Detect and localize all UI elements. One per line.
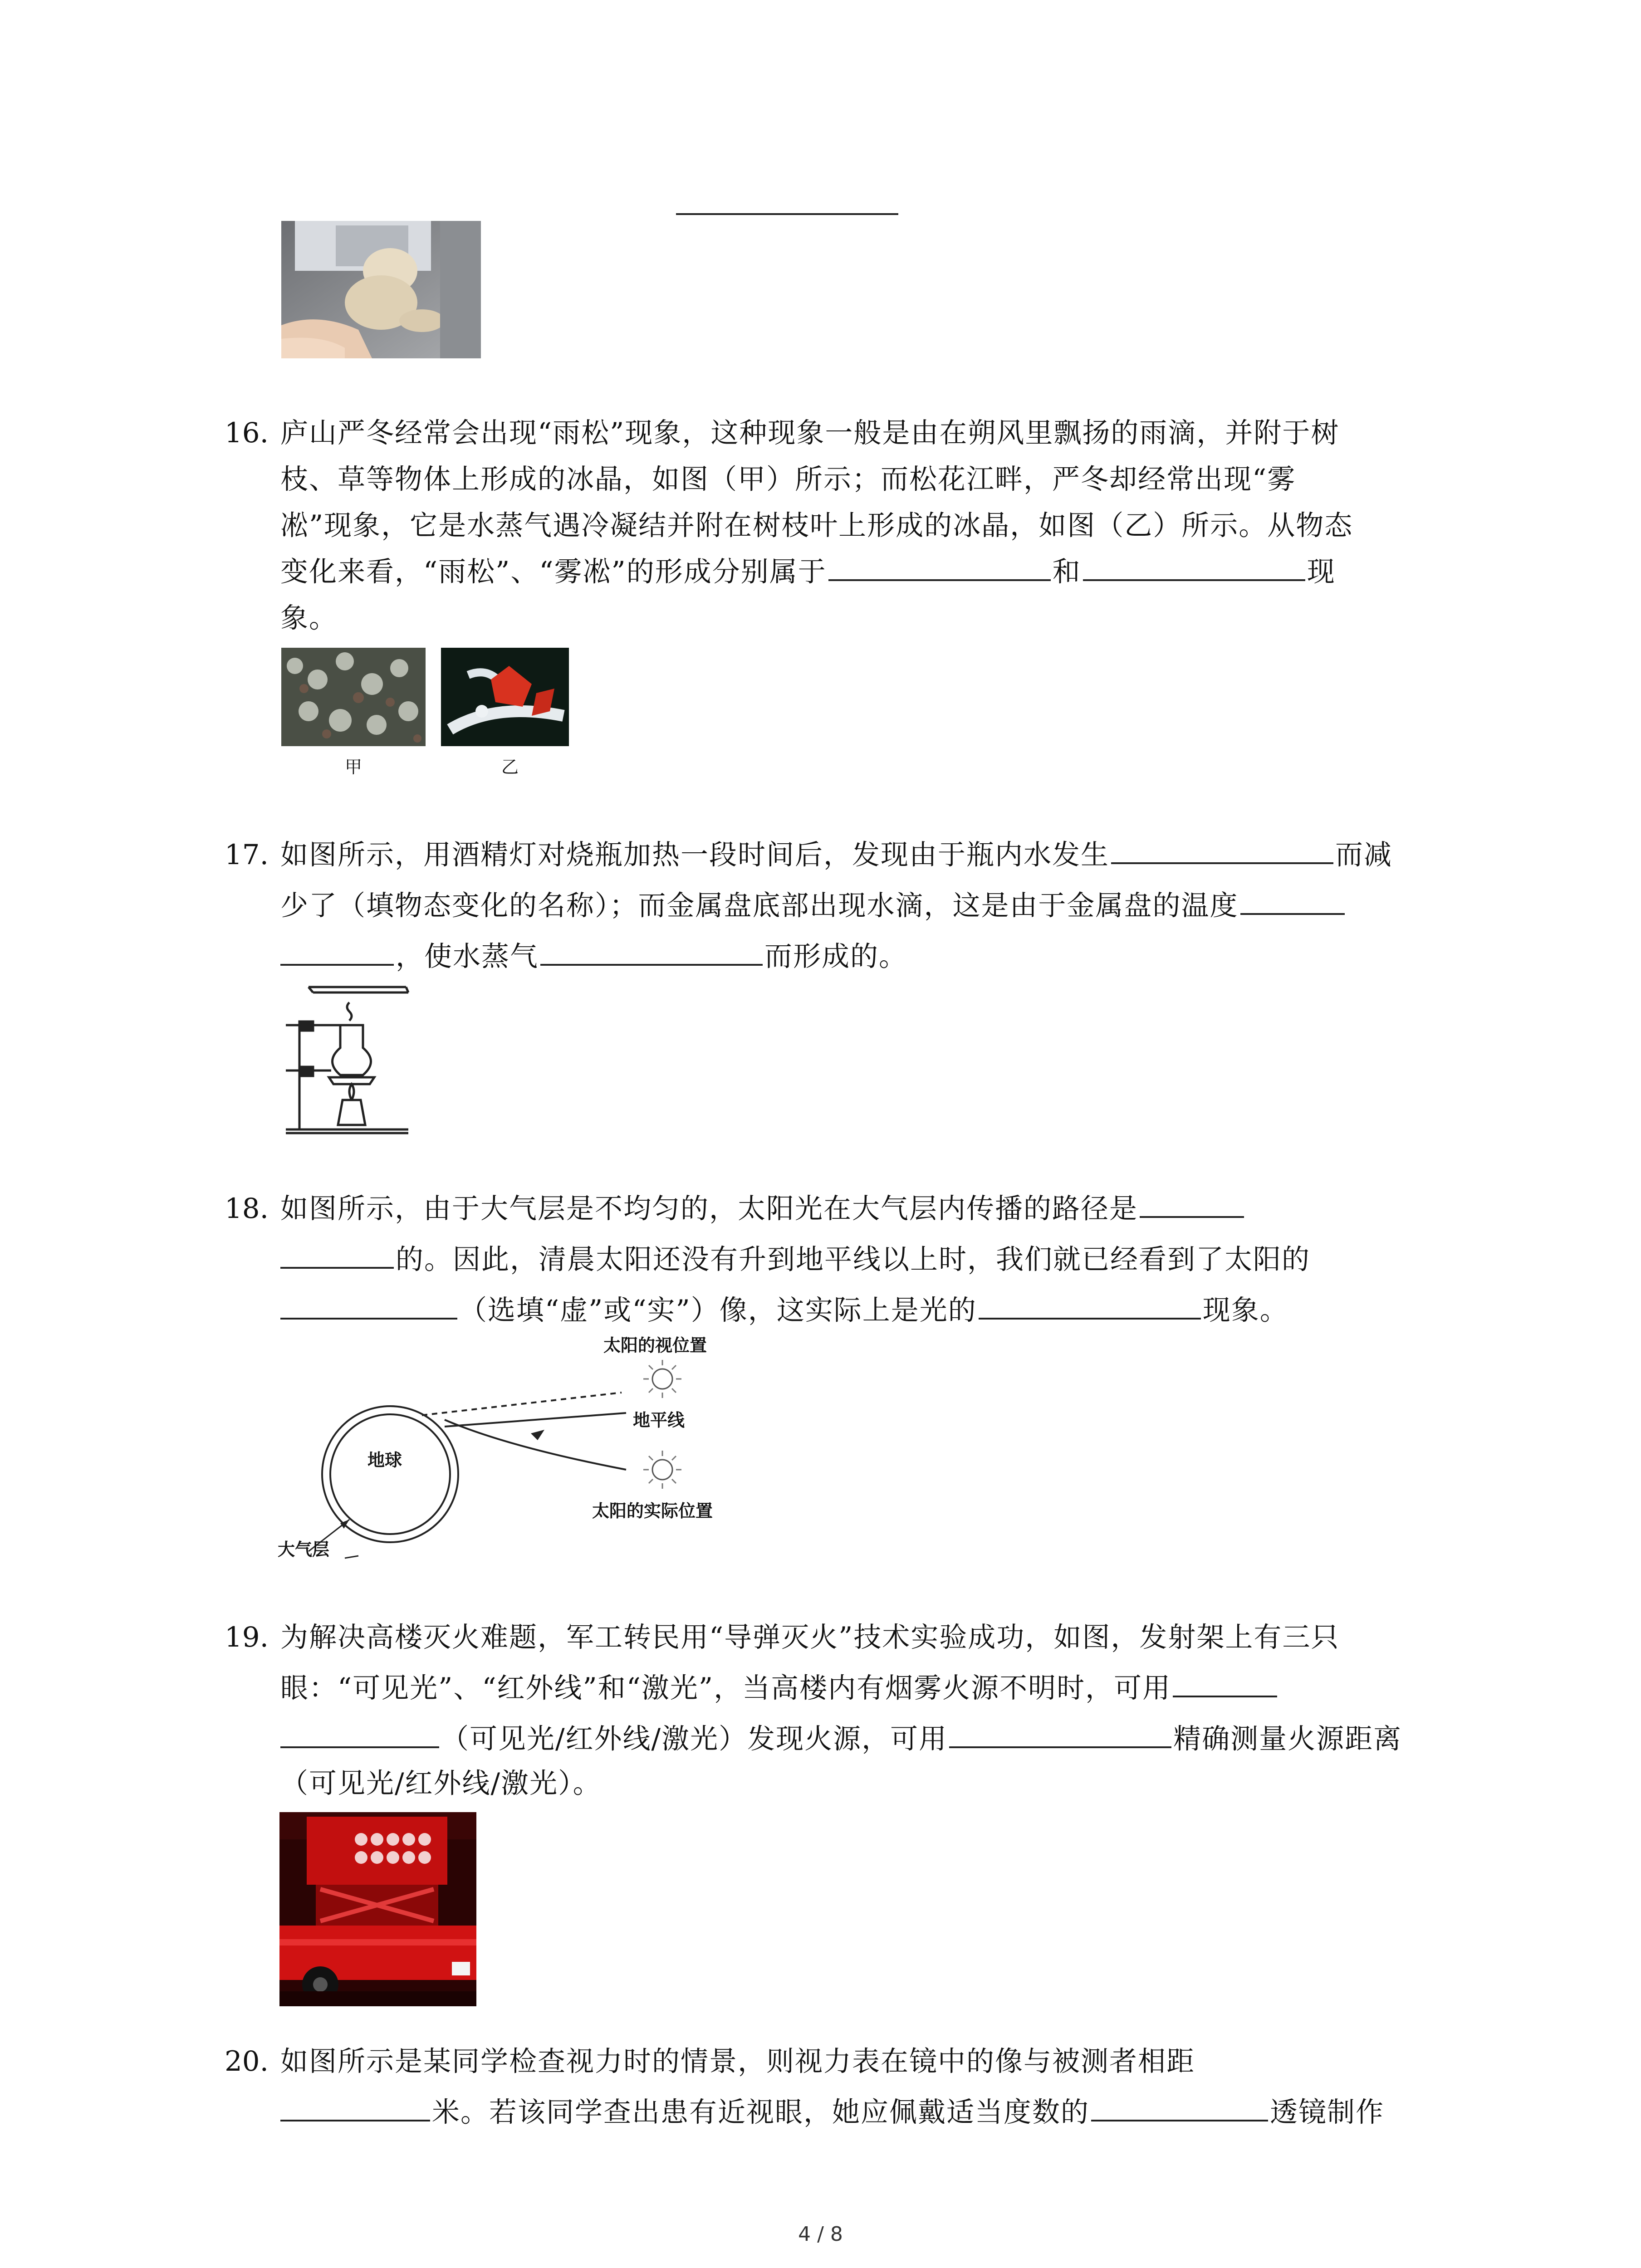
question-16-text: 现 — [1307, 556, 1336, 588]
answer-blank[interactable] — [280, 1239, 394, 1269]
question-17-text: 而减 — [1335, 839, 1393, 871]
figure-rime-leaf-photo — [441, 648, 569, 746]
answer-blank[interactable] — [979, 1290, 1201, 1320]
label-apparent-sun-position: 太阳的视位置 — [603, 1335, 707, 1355]
figure-atmospheric-refraction-diagram — [272, 1329, 771, 1574]
answer-blank[interactable] — [949, 1719, 1171, 1748]
question-19-text: 眼：“可见光”、“红外线”和“激光”，当高楼内有烟雾火源不明时，可用 — [280, 1672, 1171, 1704]
answer-blank[interactable] — [540, 936, 763, 966]
figure-label-jia: 甲 — [345, 757, 362, 777]
question-18-text: 现象。 — [1202, 1294, 1288, 1326]
question-19-line-1: 为解决高楼灭火难题，军工转民用“导弹灭火”技术实验成功，如图，发射架上有三只 — [280, 1621, 1340, 1653]
answer-blank[interactable] — [280, 2092, 430, 2121]
figure-model-photo — [281, 221, 481, 358]
question-16-line-5: 象。 — [280, 602, 338, 634]
question-18-line-2 — [280, 1235, 1310, 1285]
question-18-line-1 — [280, 1184, 1246, 1234]
answer-blank[interactable] — [1083, 552, 1305, 581]
question-20-text: 米。若该同学查出患有近视眼，她应佩戴适当度数的 — [432, 2096, 1090, 2128]
page-number: 4 / 8 — [798, 2223, 843, 2246]
figure-alcohol-lamp-flask — [281, 980, 413, 1136]
label-horizon: 地平线 — [633, 1410, 685, 1430]
earth-surface — [330, 1414, 450, 1534]
question-16-text: 变化来看，“雨松”、“雾凇”的形成分别属于 — [280, 556, 827, 588]
question-17-line-3 — [280, 932, 907, 982]
question-17-number: 17. — [225, 839, 269, 871]
sun-actual-icon — [643, 1451, 681, 1489]
answer-blank[interactable] — [1240, 885, 1345, 915]
question-16-number: 16. — [225, 417, 269, 449]
question-19-number: 19. — [225, 1621, 269, 1653]
answer-blank[interactable] — [1091, 2092, 1268, 2121]
question-17-text: ，使水蒸气 — [396, 940, 539, 973]
figure-fire-truck-photo — [279, 1812, 476, 2006]
question-19-text: 精确测量火源距离 — [1173, 1723, 1402, 1755]
question-17-line-2 — [280, 881, 1347, 931]
question-17-text: 少了（填物态变化的名称）；而金属盘底部出现水滴，这是由于金属盘的温度 — [280, 890, 1239, 922]
question-20-line-2 — [280, 2087, 1384, 2137]
label-actual-sun-position: 太阳的实际位置 — [592, 1501, 713, 1521]
question-16-line-4 — [280, 547, 1336, 597]
question-19-line-3 — [280, 1714, 1402, 1764]
answer-blank[interactable] — [280, 936, 394, 966]
earth-atmosphere-outer — [322, 1406, 458, 1542]
question-16-line-3: 凇”现象，它是水蒸气遇冷凝结并附在树枝叶上形成的冰晶，如图（乙）所示。从物态 — [280, 509, 1353, 542]
answer-blank[interactable] — [280, 1719, 439, 1748]
question-20-line-1: 如图所示是某同学检查视力时的情景，则视力表在镜中的像与被测者相距 — [280, 2045, 1195, 2077]
question-18-text: （选填“虚”或“实”）像，这实际上是光的 — [459, 1294, 977, 1326]
question-17-text: 如图所示，用酒精灯对烧瓶加热一段时间后，发现由于瓶内水发生 — [280, 839, 1110, 871]
question-18-text: 如图所示，由于大气层是不均匀的，太阳光在大气层内传播的路径是 — [280, 1193, 1138, 1225]
answer-blank[interactable] — [1140, 1188, 1244, 1218]
answer-blank[interactable] — [828, 552, 1051, 581]
figure-rain-rime-photo — [281, 648, 426, 746]
answer-blank[interactable] — [1111, 835, 1333, 864]
question-19-line-4: （可见光/红外线/激光）。 — [280, 1767, 602, 1799]
question-18-line-3 — [280, 1286, 1288, 1335]
question-16-line-1: 庐山严冬经常会出现“雨松”现象，这种现象一般是由在朔风里飘扬的雨滴，并附于树 — [280, 417, 1340, 449]
answer-blank-top — [676, 213, 898, 215]
answer-blank[interactable] — [280, 1290, 457, 1320]
question-19-text: （可见光/红外线/激光）发现火源，可用 — [441, 1723, 948, 1755]
question-17-text: 而形成的。 — [764, 940, 908, 973]
question-18-number: 18. — [225, 1193, 269, 1225]
question-17-line-1 — [280, 830, 1392, 880]
figure-label-yi: 乙 — [501, 757, 519, 777]
question-20-number: 20. — [225, 2045, 269, 2077]
question-20-text: 透镜制作 — [1270, 2096, 1385, 2128]
question-19-line-2 — [280, 1663, 1279, 1713]
sun-apparent-icon — [643, 1360, 681, 1398]
answer-blank[interactable] — [1173, 1668, 1277, 1697]
question-18-text: 的。因此，清晨太阳还没有升到地平线以上时，我们就已经看到了太阳的 — [396, 1243, 1311, 1276]
question-16-text: 和 — [1052, 556, 1081, 588]
question-16-line-2: 枝、草等物体上形成的冰晶，如图（甲）所示；而松花江畔，严冬却经常出现“雾 — [280, 463, 1296, 495]
label-atmosphere: 大气层 — [278, 1540, 330, 1559]
label-earth: 地球 — [367, 1450, 402, 1470]
